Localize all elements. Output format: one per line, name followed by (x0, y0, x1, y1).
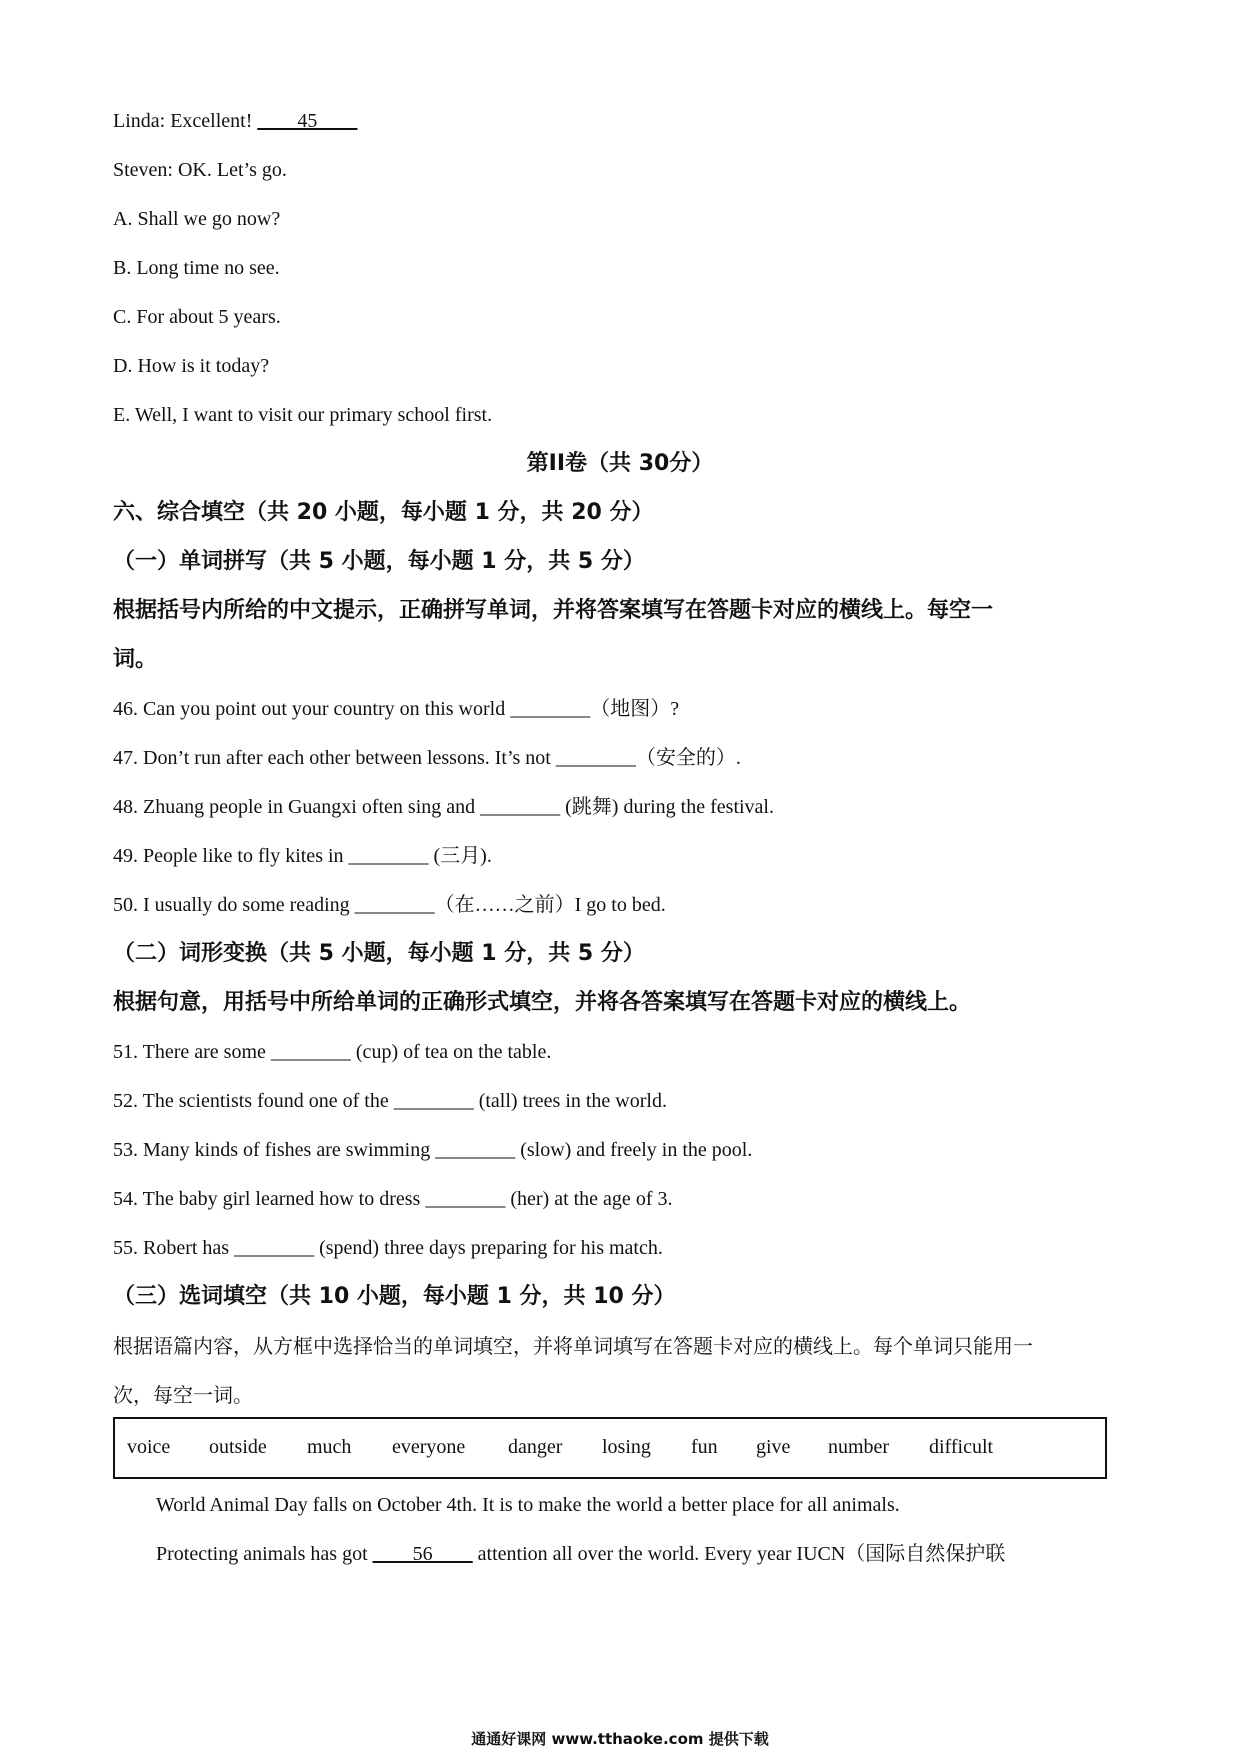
dialogue-line-linda (113, 108, 357, 134)
dialogue-line-steven: Steven: OK. Let’s go. (113, 159, 287, 181)
word-box (113, 1417, 1107, 1479)
word-box-item: much (307, 1436, 352, 1458)
option-d: D. How is it today? (113, 355, 270, 377)
question-46: 46. Can you point out your country on this world ________（地图）? (113, 698, 680, 720)
sub3-instruction-b: 次，每空一词。 (113, 1383, 253, 1407)
question-52: 52. The scientists found one of the ________ (tall) trees in the world. (113, 1090, 667, 1112)
section6-title: 六、综合填空（共 20 小题，每小题 1 分，共 20 分） (113, 500, 654, 525)
question-50: 50. I usually do some reading ________（在……之前）I go to bed. (113, 894, 666, 916)
option-b: B. Long time no see. (113, 257, 280, 279)
question-55: 55. Robert has ________ (spend) three days preparing for his match. (113, 1237, 663, 1259)
blank-45: ____45____ (257, 110, 358, 132)
question-51: 51. There are some ________ (cup) of tea on the table. (113, 1041, 552, 1063)
word-box-item: give (756, 1436, 791, 1458)
word-box-item: losing (602, 1436, 651, 1458)
option-e: E. Well, I want to visit our primary school first. (113, 404, 493, 426)
word-box-item: everyone (392, 1436, 466, 1458)
word-box-item: danger (508, 1436, 563, 1458)
sub3-instruction-a: 根据语篇内容，从方框中选择恰当的单词填空，并将单词填写在答题卡对应的横线上。每个单词只能用一 (113, 1334, 1033, 1358)
question-48: 48. Zhuang people in Guangxi often sing and ________ (跳舞) during the festival. (113, 796, 774, 818)
question-54: 54. The baby girl learned how to dress ________ (her) at the age of 3. (113, 1188, 673, 1210)
word-box-item: difficult (929, 1436, 994, 1458)
word-box-item: outside (209, 1436, 267, 1458)
sub2-instruction: 根据句意，用括号中所给单词的正确形式填空，并将各答案填写在答题卡对应的横线上。 (113, 990, 972, 1015)
page-footer: 通通好课网 www.tthaoke.com 提供下载 (471, 1730, 769, 1748)
option-c: C. For about 5 years. (113, 306, 281, 328)
sub1-instruction-a: 根据括号内所给的中文提示，正确拼写单词，并将答案填写在答题卡对应的横线上。每空一 (113, 598, 994, 623)
linda-text: Linda: Excellent! (113, 110, 253, 132)
option-a: A. Shall we go now? (113, 208, 281, 230)
passage-line-1: World Animal Day falls on October 4th. It is to make the world a better place for all animals. (156, 1494, 900, 1516)
passage-line-2 (156, 1541, 1005, 1567)
word-box-item: voice (127, 1436, 171, 1458)
sub1-instruction-b: 词。 (113, 647, 158, 672)
passage-text: Protecting animals has got (156, 1543, 368, 1565)
question-49: 49. People like to fly kites in ________ (三月). (113, 845, 492, 867)
sub1-title: （一）单词拼写（共 5 小题，每小题 1 分，共 5 分） (113, 549, 645, 574)
blank-56: ____56____ (372, 1543, 473, 1565)
sub3-title: （三）选词填空（共 10 小题，每小题 1 分，共 10 分） (113, 1284, 676, 1309)
word-box-item: number (828, 1436, 890, 1458)
passage-text: attention all over the world. Every year IUCN（国际自然保护联 (477, 1543, 1006, 1565)
word-box-item: fun (691, 1436, 718, 1458)
question-53: 53. Many kinds of fishes are swimming ________ (slow) and freely in the pool. (113, 1139, 753, 1161)
sub2-title: （二）词形变换（共 5 小题，每小题 1 分，共 5 分） (113, 941, 645, 966)
part2-title: 第II卷（共 30分） (526, 451, 714, 476)
question-47: 47. Don’t run after each other between lessons. It’s not ________（安全的）. (113, 747, 741, 769)
